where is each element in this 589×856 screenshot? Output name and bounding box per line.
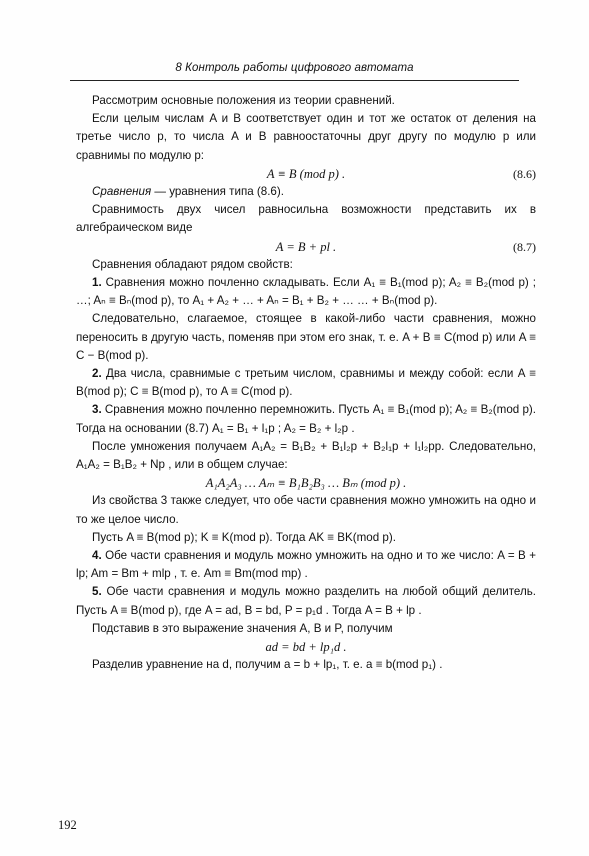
page-number: 192	[58, 818, 77, 832]
paragraph-text: Два числа, сравнимые с третьим числом, сравнимы и между собой: если A ≡ B(mod p); C ≡ B(mod p), то A ≡ C(mod p).	[76, 367, 536, 399]
paragraph: Если целым числам A и B соответствует один и тот же остаток от деления на третье число p, то числа A и B равноостаточны друг другу по модулю p или сравнимы по модулю p:	[76, 112, 536, 162]
property-number: 4.	[92, 549, 102, 563]
paragraph: Разделив уравнение на d, получим a = b + lp₁, т. е. a ≡ b(mod p₁) .	[92, 658, 443, 672]
paragraph	[76, 583, 536, 619]
formula-body: A₁A₂A₃ … Aₘ ≡ B₁B₂B₃ … Bₘ (mod p) .	[205, 476, 407, 491]
paragraph: Из свойства 3 также следует, что обе части сравнения можно умножить на одно и то же целое число.	[76, 494, 536, 526]
property-number: 2.	[92, 367, 102, 381]
formula	[76, 474, 536, 492]
term: Сравнения	[92, 185, 152, 198]
paragraph	[76, 365, 536, 401]
paragraph-text: — уравнения типа (8.6).	[151, 185, 284, 198]
running-header: 8 Контроль работы цифрового автомата	[175, 62, 414, 74]
paragraph: Подставив в это выражение значения A, B и P, получим	[92, 621, 393, 635]
paragraph: Сравнимость двух чисел равносильна возможности представить их в алгебраическом виде	[76, 203, 536, 235]
header-rule	[70, 80, 519, 81]
formula	[76, 238, 536, 256]
equation-number: (8.7)	[513, 239, 536, 254]
property-number: 3.	[92, 403, 102, 417]
paragraph: После умножения получаем A₁A₂ = B₁B₂ + B₁l₂p + B₂l₁p + l₁l₂pp. Следовательно, A₁A₂ = B₁B₂ + Np , или в общем случае:	[76, 439, 536, 472]
formula-body: A ≡ B (mod p) .	[266, 166, 346, 181]
equation-number: (8.6)	[513, 166, 536, 181]
property-number: 5.	[92, 585, 102, 599]
formula-body: ad = bd + lp₁d .	[265, 640, 347, 655]
formula	[76, 638, 536, 656]
paragraph: Следовательно, слагаемое, стоящее в какой-либо части сравнения, можно переносить в другую часть, поменяв при этом его знак, т. е. A + B ≡ C(mod p) или A ≡ C − B(mod p).	[76, 312, 536, 362]
paragraph	[76, 183, 536, 201]
paragraph-text: Сравнения можно почленно перемножить. Пусть A₁ ≡ B₁(mod p); A₂ ≡ B₂(mod p). Тогда на основании (8.7) A₁ = B₁ + l₁p ; A₂ = B₂ + l₂p .	[76, 403, 536, 435]
paragraph: Пусть A ≡ B(mod p); K ≡ K(mod p). Тогда AK ≡ BK(mod p).	[92, 530, 396, 544]
paragraph-text: Обе части сравнения и модуль можно разделить на любой общий делитель. Пусть A ≡ B(mod p), где A = ad, B = bd, P = p₁d . Тогда A = B + lp .	[76, 585, 536, 617]
paragraph: Рассмотрим основные положения из теории сравнений.	[92, 94, 395, 107]
paragraph	[76, 401, 536, 437]
paragraph-text: Сравнения можно почленно складывать. Если A₁ ≡ B₁(mod p); A₂ ≡ B₂(mod p) ; …; Aₙ ≡ Bₙ(mod p), то A₁ + A₂ + … + Aₙ = B₁ + B₂ + … … + Bₙ(mod p).	[76, 276, 536, 308]
paragraph	[76, 274, 536, 310]
formula	[76, 165, 536, 183]
property-number: 1.	[92, 276, 102, 289]
paragraph	[76, 547, 536, 583]
page-body	[76, 92, 536, 674]
paragraph: Сравнения обладают рядом свойств:	[92, 257, 293, 271]
paragraph-text: Обе части сравнения и модуль можно умножить на одно и то же число: A = B + lp; Am = Bm + mlp , т. е. Am ≡ Bm(mod mp) .	[76, 549, 536, 581]
formula-body: A = B + pl .	[275, 239, 337, 254]
